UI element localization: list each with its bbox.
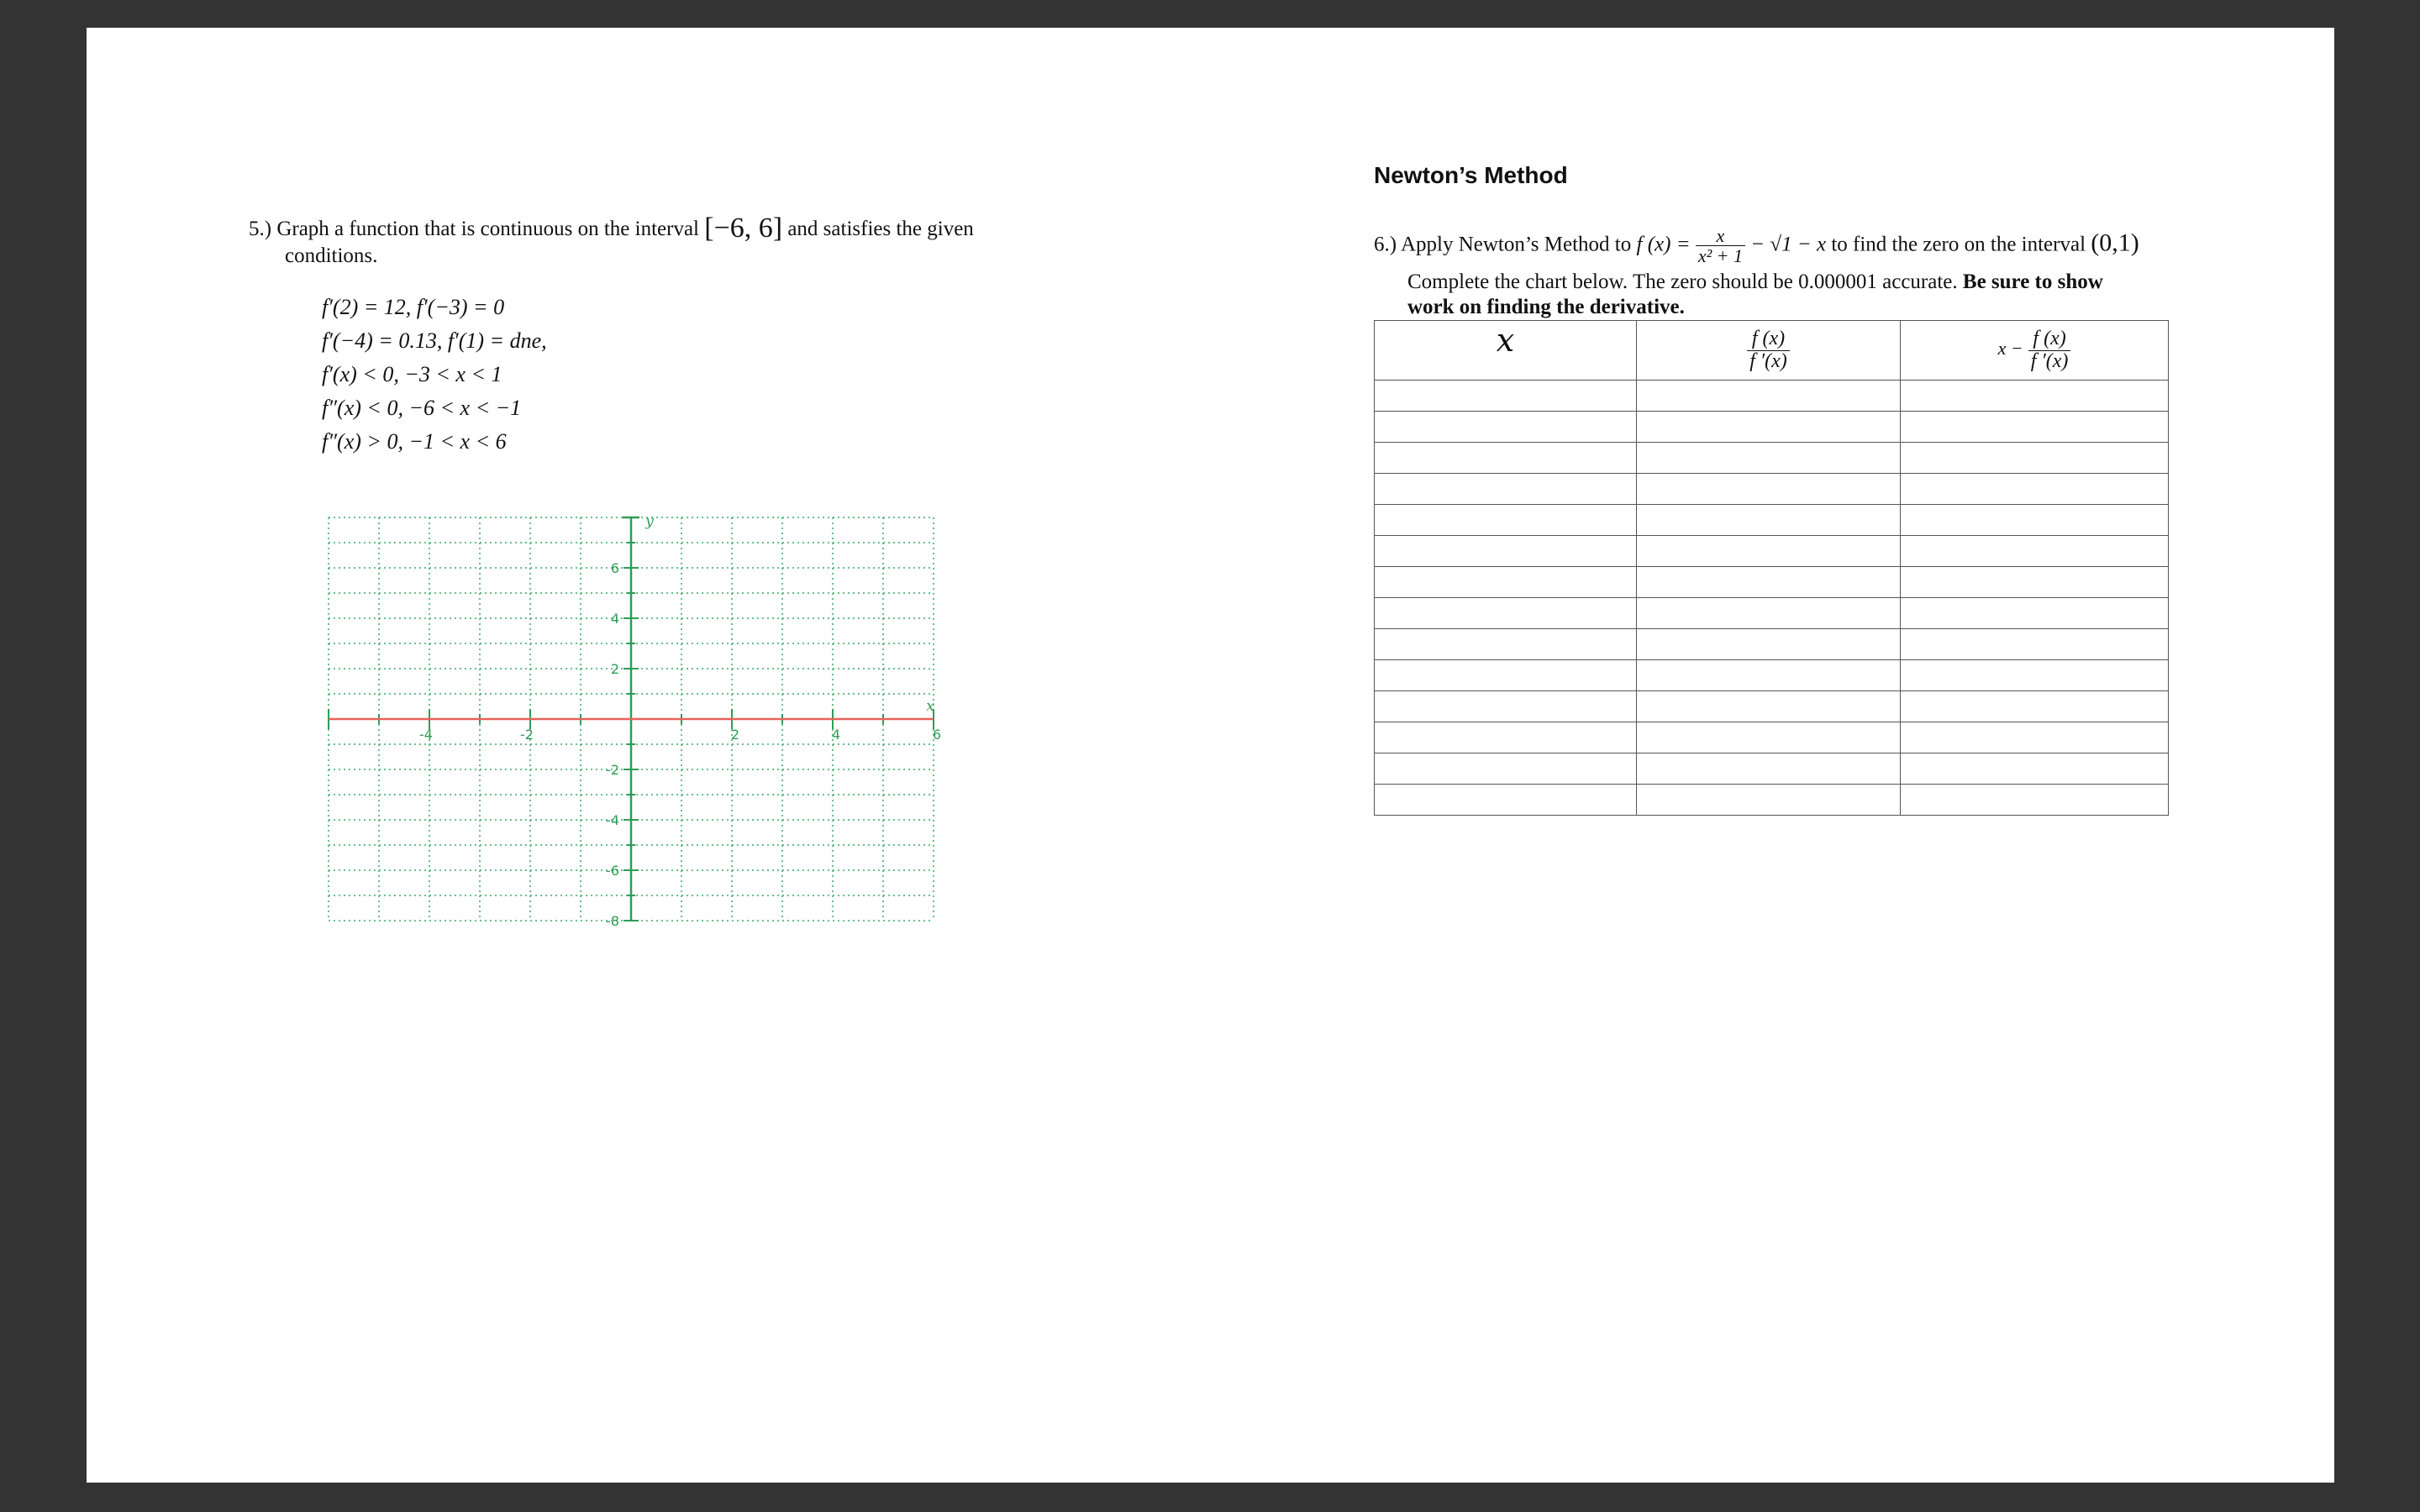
table-cell[interactable] [1637, 753, 1901, 785]
table-cell[interactable] [1901, 443, 2169, 474]
table-cell[interactable] [1637, 474, 1901, 505]
x-axis-label: x [926, 698, 934, 715]
table-cell[interactable] [1637, 598, 1901, 629]
table-cell[interactable] [1375, 598, 1637, 629]
q5-interval: [−6, 6] [704, 213, 783, 244]
x-tick-label: -4 [419, 727, 433, 743]
y-tick-label: -8 [606, 913, 619, 929]
table-cell[interactable] [1901, 629, 2169, 660]
table-cell[interactable] [1375, 567, 1637, 598]
table-header-row [1375, 321, 2169, 381]
table-cell[interactable] [1375, 412, 1637, 443]
x-tick-label: 6 [932, 727, 942, 743]
table-cell[interactable] [1375, 722, 1637, 753]
y-tick-label: 2 [610, 661, 619, 677]
q6-interval: (0,1) [2091, 228, 2139, 257]
newton-method-table [1374, 320, 2169, 816]
table-cell[interactable] [1375, 536, 1637, 567]
table-cell[interactable] [1901, 412, 2169, 443]
condition-3: f′(x) < 0, −3 < x < 1 [322, 362, 502, 386]
table-cell[interactable] [1637, 505, 1901, 536]
table-row [1375, 660, 2169, 691]
x-tick-label: -2 [520, 727, 534, 743]
table-cell[interactable] [1901, 660, 2169, 691]
table-cell[interactable] [1901, 536, 2169, 567]
condition-1: f′(2) = 12, f′(−3) = 0 [322, 295, 505, 319]
q5-prompt-line2: conditions. [285, 244, 378, 267]
table-cell[interactable] [1637, 536, 1901, 567]
y-tick-label: -6 [606, 863, 619, 879]
table-cell[interactable] [1901, 722, 2169, 753]
q6-sqrt-term: − √1 − x [1750, 233, 1827, 256]
table-row [1375, 381, 2169, 412]
condition-2: f′(−4) = 0.13, f′(1) = dne, [322, 328, 547, 353]
y-tick-label: -2 [606, 762, 619, 778]
table-cell[interactable] [1637, 629, 1901, 660]
coordinate-grid-graph[interactable] [322, 486, 944, 931]
table-cell[interactable] [1637, 660, 1901, 691]
header-f-over-fprime: $\frac{f (x)}{f '(x)}$ [1637, 321, 1901, 381]
document-page [87, 28, 2334, 1483]
table-cell[interactable] [1375, 443, 1637, 474]
table-cell[interactable] [1901, 474, 2169, 505]
y-tick-label: -4 [606, 812, 619, 828]
y-tick-label: 4 [610, 611, 619, 627]
table-row [1375, 691, 2169, 722]
y-tick-label: 6 [610, 560, 619, 576]
table-cell[interactable] [1901, 505, 2169, 536]
section-title: Newton’s Method [1374, 162, 1568, 188]
condition-4: f″(x) < 0, −6 < x < −1 [322, 396, 522, 420]
table-cell[interactable] [1375, 505, 1637, 536]
table-row [1375, 567, 2169, 598]
x-tick-label: 4 [831, 727, 841, 743]
table-row [1375, 598, 2169, 629]
table-row [1375, 412, 2169, 443]
table-cell[interactable] [1637, 412, 1901, 443]
table-cell[interactable] [1901, 567, 2169, 598]
header-next-approx: x − $\frac{f (x)}{f '(x)}$ [1901, 321, 2169, 381]
table-row [1375, 722, 2169, 753]
table-cell[interactable] [1901, 753, 2169, 785]
q6-function-lhs: f (x) = [1636, 233, 1691, 256]
header-x: x [1375, 321, 1637, 381]
table-cell[interactable] [1375, 785, 1637, 816]
table-cell[interactable] [1375, 629, 1637, 660]
q6-fraction: $\frac{x}{\text{x² + 1}}$ [1696, 226, 1745, 265]
q5-prompt-line1: 5.) Graph a function that is continuous on the interval [−6, 6] and satisfies the given [249, 213, 974, 244]
table-cell[interactable] [1901, 691, 2169, 722]
table-row [1375, 536, 2169, 567]
table-cell[interactable] [1375, 660, 1637, 691]
table-cell[interactable] [1901, 785, 2169, 816]
table-cell[interactable] [1637, 381, 1901, 412]
table-cell[interactable] [1375, 381, 1637, 412]
x-tick-label: 2 [730, 727, 740, 743]
table-row [1375, 785, 2169, 816]
table-cell[interactable] [1637, 443, 1901, 474]
table-cell[interactable] [1901, 381, 2169, 412]
table-row [1375, 474, 2169, 505]
q6-prompt-line1: 6.) Apply Newton’s Method to f (x) = $\frac{x}{\text{x² + 1}}$ − √1 − x to find the zero on the interval (0,1) [1374, 225, 2139, 267]
table-cell[interactable] [1375, 474, 1637, 505]
condition-5: f″(x) > 0, −1 < x < 6 [322, 429, 507, 454]
table-row [1375, 753, 2169, 785]
q6-instructions: Complete the chart below. The zero should be 0.000001 accurate. Be sure to show work on finding the derivative. [1407, 270, 2103, 318]
table-row [1375, 505, 2169, 536]
table-cell[interactable] [1375, 753, 1637, 785]
q6-bold-note: Be sure to show work on finding the derivative. [1407, 270, 2103, 318]
table-cell[interactable] [1375, 691, 1637, 722]
table-row [1375, 443, 2169, 474]
y-axis-label: y [645, 513, 654, 530]
table-cell[interactable] [1637, 567, 1901, 598]
table-row [1375, 629, 2169, 660]
table-cell[interactable] [1637, 722, 1901, 753]
table-cell[interactable] [1901, 598, 2169, 629]
table-cell[interactable] [1637, 691, 1901, 722]
table-cell[interactable] [1637, 785, 1901, 816]
